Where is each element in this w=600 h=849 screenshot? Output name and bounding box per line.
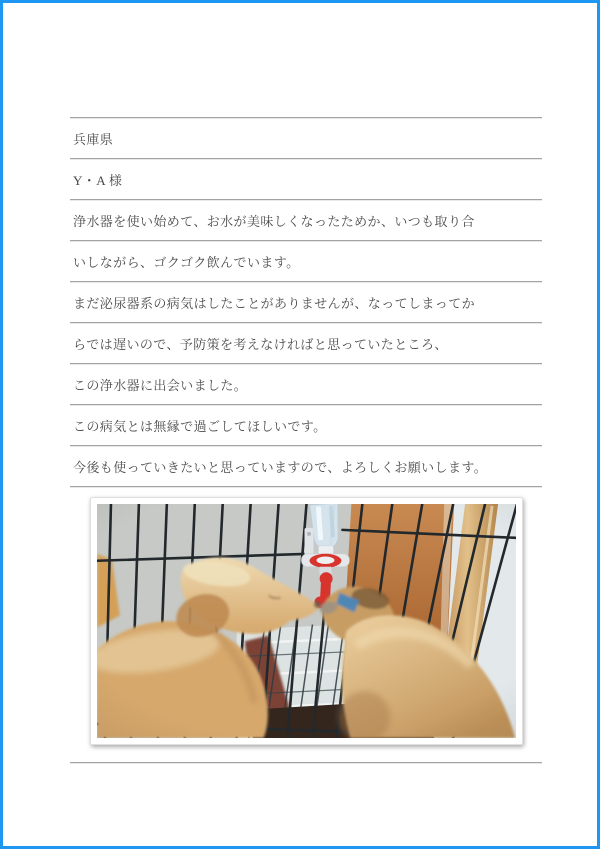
row-customer-name [70, 158, 542, 199]
row-body-7 [70, 445, 542, 486]
row-prefecture [70, 117, 542, 158]
dogs-drinking-photo [97, 504, 516, 738]
row-body-6 [70, 404, 542, 445]
row-body-4 [70, 322, 542, 363]
body-line-7: 今後も使っていきたいと思っていますので、よろしくお願いします。 [73, 459, 488, 475]
body-line-6: この病気とは無縁で過ごしてほしいです。 [73, 418, 327, 434]
photo-frame [90, 497, 523, 745]
body-line-5: この浄水器に出会いました。 [73, 377, 248, 393]
photo-section [70, 486, 542, 762]
body-line-2: いしながら、ゴクゴク飲んでいます。 [73, 254, 300, 270]
body-line-1: 浄水器を使い始めて、お水が美味しくなったためか、いつも取り合 [73, 213, 475, 229]
body-line-4: らでは遅いので、予防策を考えなければと思っていたところ、 [73, 336, 448, 352]
testimonial-page [70, 3, 542, 765]
row-body-1 [70, 199, 542, 240]
body-line-3: まだ泌尿器系の病気はしたことがありませんが、なってしまってか [73, 295, 476, 311]
bottom-rule [70, 762, 542, 765]
row-body-3 [70, 281, 542, 322]
row-body-5 [70, 363, 542, 404]
row-body-2 [70, 240, 542, 281]
prefecture-text: 兵庫県 [73, 131, 114, 147]
customer-name-text: Y・A 様 [73, 172, 123, 188]
